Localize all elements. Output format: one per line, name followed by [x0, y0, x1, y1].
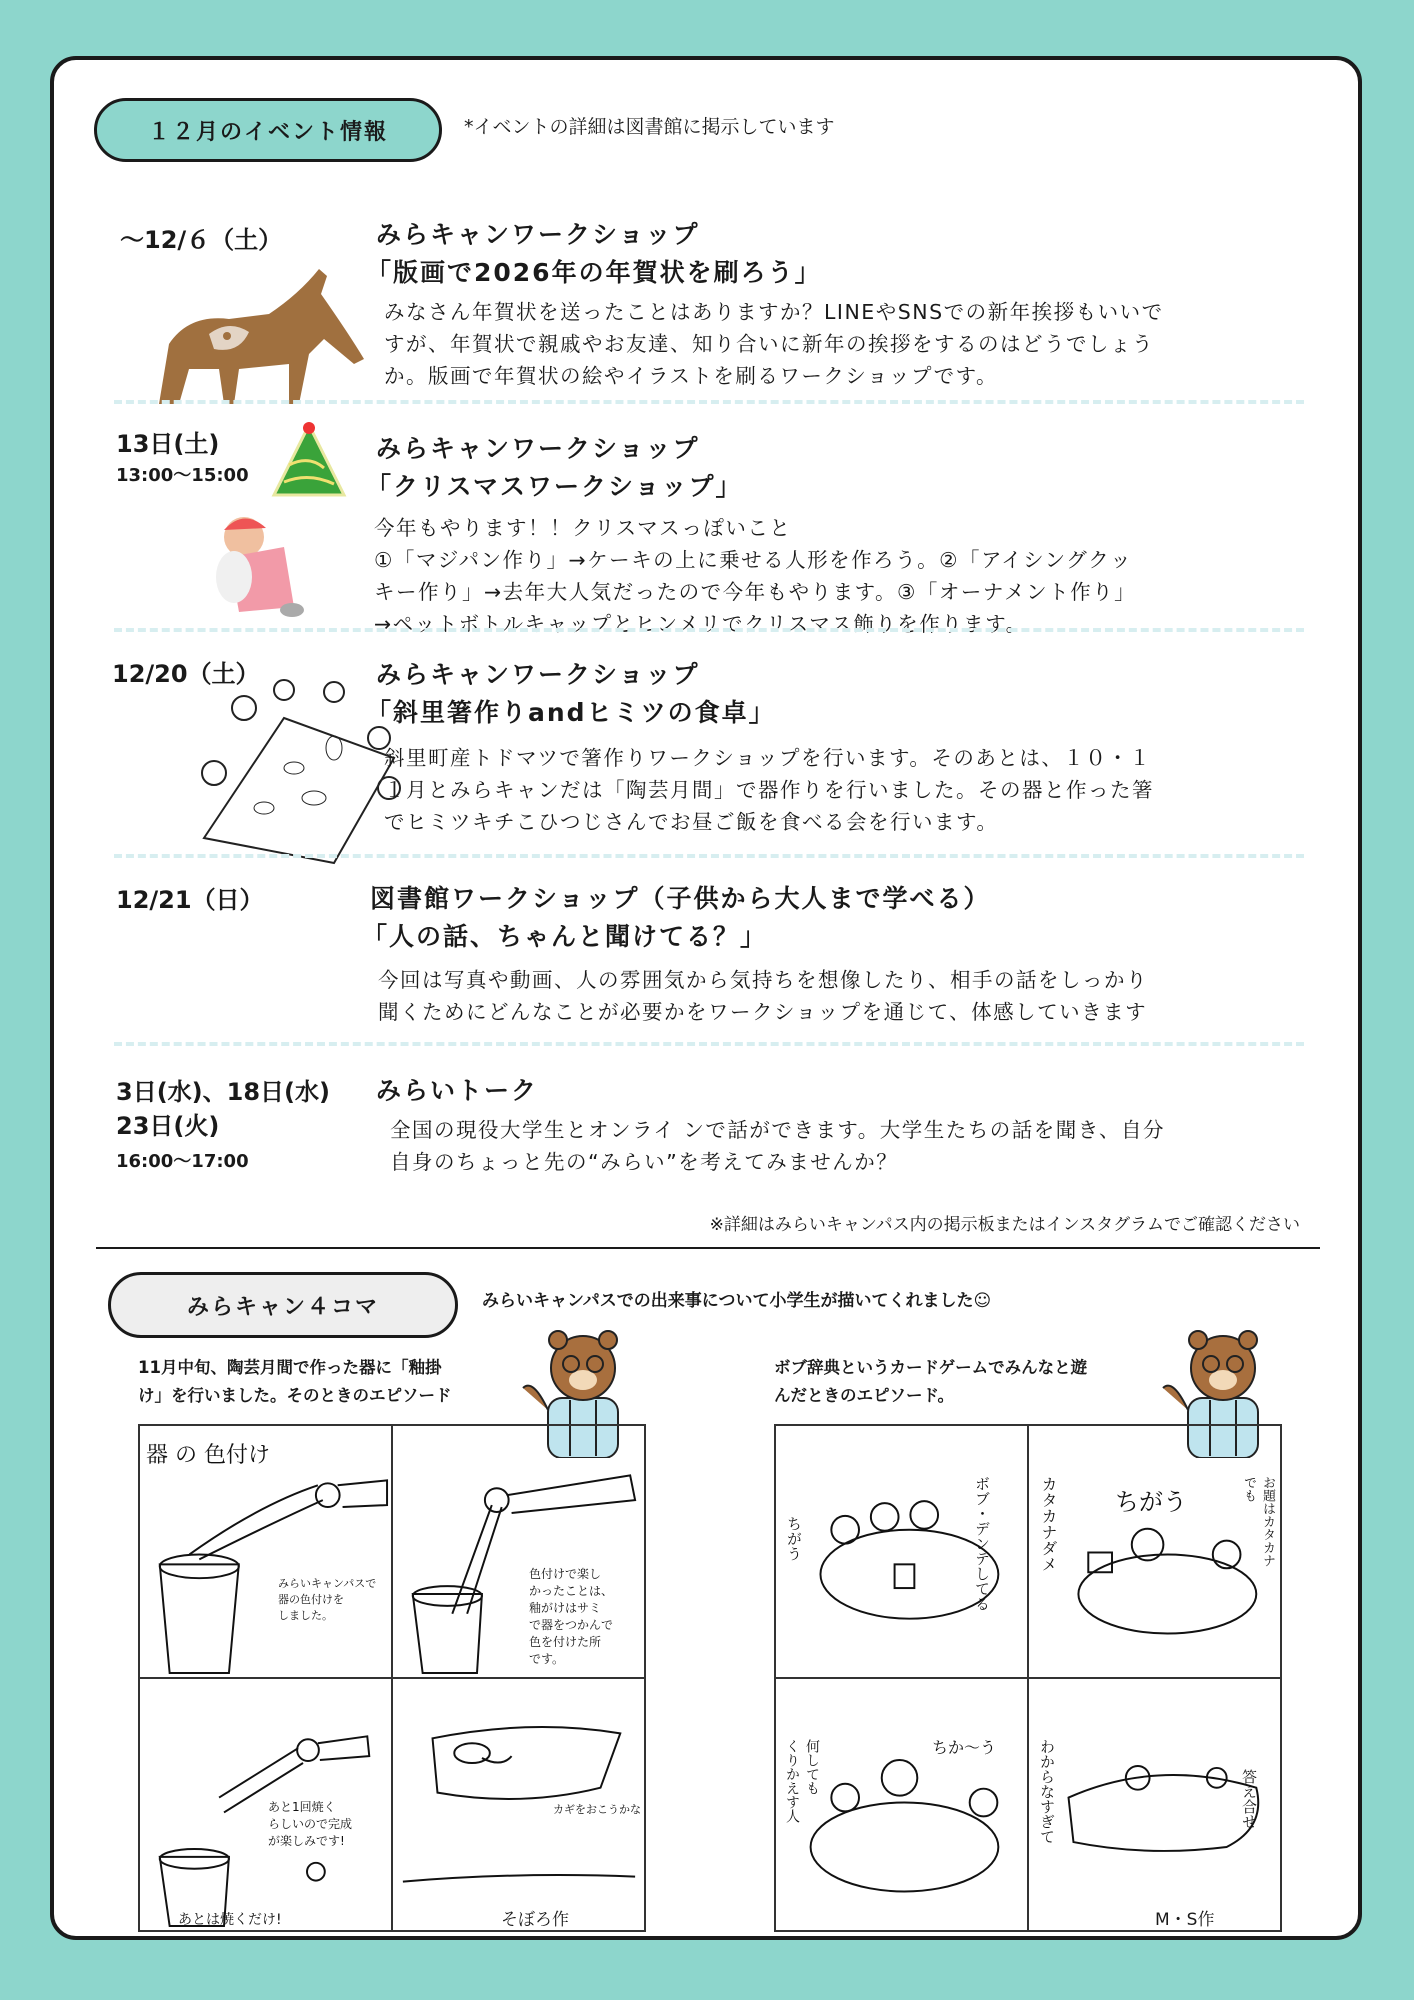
event-time: 13:00〜15:00	[116, 465, 249, 486]
event-date: 13日(土)	[116, 430, 220, 458]
comic-section-label: みらキャン４コマ	[108, 1272, 458, 1338]
comic-panel	[392, 1678, 645, 1931]
separator	[114, 400, 1304, 404]
event-item	[54, 1070, 1366, 1200]
desc-line: 聞くためにどんなことが必要かをワークショップを通じて、体感していきます	[378, 1000, 1148, 1024]
event-description	[378, 964, 1148, 1028]
panel-text: みらいキャンパスで 器の色付けを しました。	[278, 1577, 377, 1622]
desc-line: 自身のちょっと先の“みらい”を考えてみませんか？	[390, 1150, 899, 1174]
events-note: *イベントの詳細は図書館に掲示しています	[464, 116, 835, 138]
desc-line: 今年もやります！！クリスマスっぽいこと	[374, 516, 792, 540]
comic-panel	[775, 1678, 1028, 1931]
event-title: 「版画で2026年の年賀状を刷ろう」	[366, 258, 822, 287]
event-category: みらキャンワークショップ	[376, 220, 700, 249]
event-date: 〜12/６（土）	[120, 226, 283, 254]
event-category: みらいトーク	[376, 1076, 539, 1105]
event-category: みらキャンワークショップ	[376, 434, 700, 463]
santa-cookie	[204, 512, 314, 622]
comic-panel	[392, 1425, 645, 1678]
comic-panel	[775, 1425, 1028, 1678]
panel-text: 何しても くりかえす人	[784, 1739, 820, 1823]
comic-right-grid	[774, 1424, 1282, 1932]
caption-line: んだときのエピソード。	[774, 1386, 955, 1405]
comic-panel	[139, 1425, 392, 1678]
panel-text: カギをおこうかな	[553, 1803, 641, 1816]
comic-panel	[139, 1678, 392, 1931]
event-title: 「クリスマスワークショップ」	[366, 472, 743, 501]
panel-text: 答え合せ	[1240, 1769, 1258, 1829]
section-divider	[96, 1247, 1320, 1249]
event-date: 12/20（土）	[112, 660, 260, 688]
desc-line: １月とみらキャンだは「陶芸月間」で器作りを行いました。その器と作った箸	[384, 778, 1154, 802]
panel-text: 器 の 色付け	[146, 1443, 270, 1468]
desc-line: か。版画で年賀状の絵やイラストを刷るワークショップです。	[384, 364, 998, 388]
comic-panel	[1028, 1678, 1281, 1931]
event-title: 「人の話、ちゃんと聞けてる？」	[362, 922, 768, 951]
desc-line: すが、年賀状で親戚やお友達、知り合いに新年の挨拶をするのはどうでしょう	[384, 332, 1154, 356]
comic-credit: そぼろ作	[501, 1910, 569, 1930]
footnote: ※詳細はみらいキャンパス内の掲示板またはインスタグラムでご確認ください	[709, 1215, 1300, 1235]
desc-line: キー作り」→去年大人気だったので今年もやります。③「オーナメント作り」	[374, 580, 1137, 604]
event-description	[384, 742, 1154, 838]
comic-credit: M・S作	[1155, 1910, 1215, 1930]
horse-print-illustration	[149, 264, 369, 414]
panel-text: ちがう	[1115, 1488, 1187, 1516]
event-category: みらキャンワークショップ	[376, 660, 700, 689]
event-description	[374, 512, 1136, 640]
event-description	[384, 296, 1164, 392]
comic-left-caption	[138, 1354, 452, 1410]
panel-text: お題はカタカナ でも	[1241, 1476, 1275, 1567]
desc-line: →ペットボトルキャップとヒンメリでクリスマス飾りを作ります。	[374, 612, 1028, 636]
comic-right-caption	[774, 1354, 1087, 1410]
event-time: 16:00〜17:00	[116, 1151, 249, 1172]
panel-text: あとは焼くだけ!	[178, 1912, 282, 1928]
event-date-2: 23日(火)	[116, 1112, 220, 1140]
desc-line: ①「マジパン作り」→ケーキの上に乗せる人形を作ろう。②「アイシングクッ	[374, 548, 1133, 572]
panel-text: 色付けで楽し かったことは、 釉がけはサミ で器をつかんで 色を付けた所 です。	[529, 1567, 614, 1666]
event-category: 図書館ワークショップ（子供から大人まで学べる）	[370, 884, 991, 913]
panel-text: わからなすぎて	[1038, 1739, 1056, 1844]
separator	[114, 628, 1304, 632]
desc-line: 全国の現役大学生とオンライ ンで話ができます。大学生たちの話を聞き、自分	[390, 1118, 1165, 1142]
desc-line: 斜里町産トドマツで箸作りワークショップを行います。そのあとは、１０・１	[384, 746, 1152, 770]
event-item	[54, 878, 1366, 1068]
caption-line: ボブ辞典というカードゲームでみんなと遊	[774, 1358, 1088, 1377]
comic-left-grid	[138, 1424, 646, 1932]
christmas-tree-cookie	[264, 420, 354, 510]
panel-drawing	[140, 1679, 391, 1930]
panel-text: ボブ・デンテしてる	[973, 1476, 991, 1611]
comic-panel	[1028, 1425, 1281, 1678]
panel-text: あと1回焼く らしいので完成 が楽しみです!	[268, 1800, 353, 1848]
event-title: 「斜里箸作りandヒミツの食卓」	[366, 698, 776, 727]
events-section-label: １２月のイベント情報	[94, 98, 442, 162]
caption-line: 11月中旬、陶芸月間で作った器に「釉掛	[138, 1358, 442, 1377]
separator	[114, 854, 1304, 858]
comic-note: みらいキャンパスでの出来事について小学生が描いてくれました☺	[482, 1291, 992, 1311]
panel-text: ちか〜う	[932, 1738, 997, 1757]
caption-line: け」を行いました。そのときのエピソード	[138, 1386, 452, 1405]
separator	[114, 1042, 1304, 1046]
desc-line: でヒミツキチこひつじさんでお昼ご飯を食べる会を行います。	[384, 810, 999, 834]
event-date: 12/21（日）	[116, 886, 264, 914]
flyer-sheet	[50, 56, 1362, 1940]
desc-line: 今回は写真や動画、人の雰囲気から気持ちを想像したり、相手の話をしっかり	[378, 968, 1148, 992]
event-date: 3日(水)、18日(水)	[116, 1078, 330, 1106]
event-description	[390, 1114, 1165, 1178]
desc-line: みなさん年賀状を送ったことはありますか？LINEやSNSでの新年挨拶もいいで	[384, 300, 1164, 324]
panel-text: ちがう	[785, 1516, 803, 1561]
event-item	[54, 420, 1366, 680]
panel-text: カタカナダメ	[1039, 1476, 1058, 1572]
